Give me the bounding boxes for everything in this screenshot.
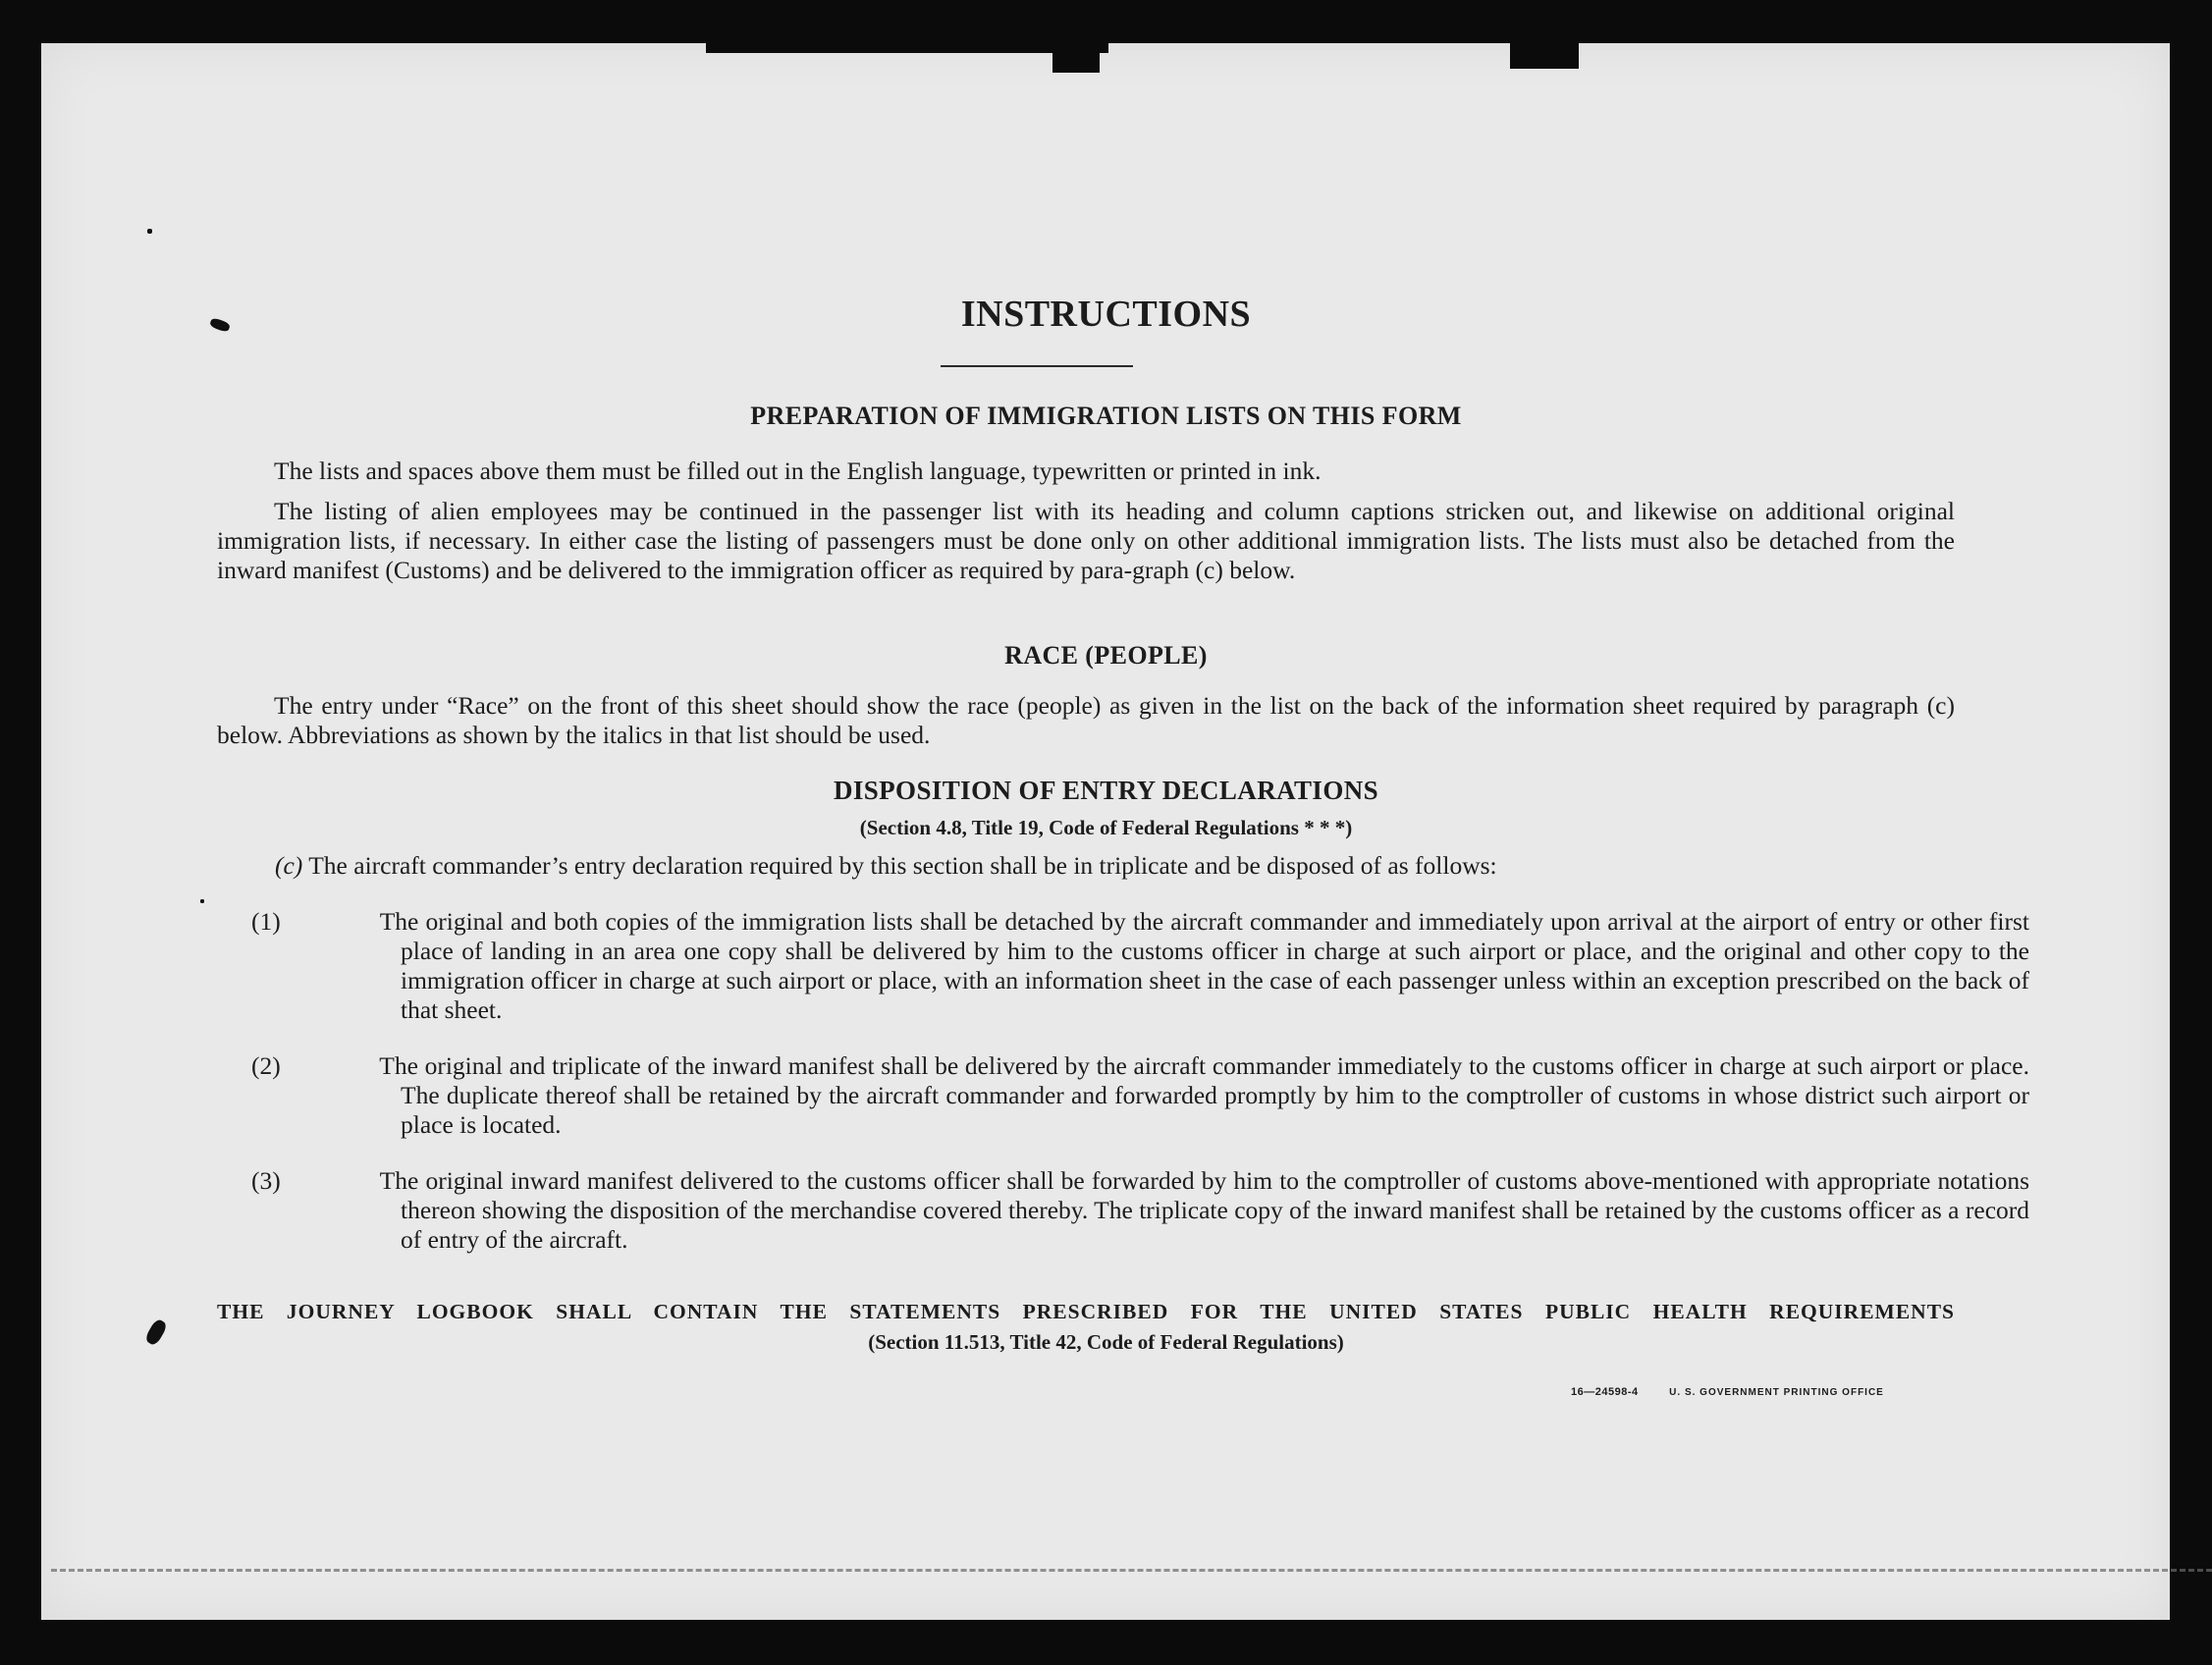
ink-mark xyxy=(200,899,204,903)
form-code: 16—24598-4 xyxy=(1571,1386,1639,1398)
list-item-text: The original and both copies of the immigration lists shall be detached by the aircraft commander and immediately upon arrival at the airport of entry or other first place of landing in an area one copy shall be delivered by him to the customs officer in charge at such airport or place, and the original and other copy to the immigration officer in charge at such airport or place, with an information sheet in the case of each passenger unless within an exception prescribed on the back of that sheet. xyxy=(379,907,2029,1024)
printer-name: U. S. GOVERNMENT PRINTING OFFICE xyxy=(1669,1387,1884,1398)
sheet-top-tear xyxy=(706,43,1108,53)
paragraph-c-intro xyxy=(275,851,1954,881)
section-citation-disposition: (Section 4.8, Title 19, Code of Federal Regulations * * *) xyxy=(859,816,1353,839)
paragraph-label: (c) xyxy=(275,851,303,880)
list-item-text: The original inward manifest delivered to the customs officer shall be forwarded by him to the comptroller of customs above-mentioned with appropriate notations thereon showing the disposition of the merchandise covered thereby. The triplicate copy of the inward manifest shall be retained by the customs officer as a record of entry of the aircraft. xyxy=(379,1166,2029,1254)
list-item xyxy=(251,907,2029,1025)
perforation-line xyxy=(51,1569,2212,1572)
health-requirements-statement: THE JOURNEY LOGBOOK SHALL CONTAIN THE STATEMENTS PRESCRIBED FOR THE UNITED STATES PUBLIC HEALTH REQUIREMENTS xyxy=(217,1300,1955,1323)
section-heading-race: RACE (PEOPLE) xyxy=(1004,641,1208,670)
health-requirements-citation: (Section 11.513, Title 42, Code of Federal Regulations) xyxy=(868,1330,1344,1354)
ink-mark xyxy=(147,229,152,234)
list-item xyxy=(251,1051,2029,1140)
paragraph-alien-employees: The listing of alien employees may be continued in the passenger list with its heading and column captions stricken out, and likewise on additional original immigration lists, if necessary. In either case the listing of passengers must be done only on other additional immigration lists. The lists must also be detached from the inward manifest (Customs) and be delivered to the immigration officer as required by para-graph (c) below. xyxy=(217,497,1955,584)
list-item-number: (1) xyxy=(251,907,281,936)
title-underline xyxy=(941,365,1133,367)
printing-office-imprint xyxy=(1571,1386,1884,1398)
list-item-text: The original and triplicate of the inward manifest shall be delivered by the aircraft commander immediately to the customs officer in charge at such airport or place. The duplicate thereof shall be retained by the aircraft commander and forwarded promptly by him to the comptroller of customs in whose district such airport or place is located. xyxy=(379,1051,2029,1139)
list-item-number: (3) xyxy=(251,1166,281,1195)
section-heading-disposition: DISPOSITION OF ENTRY DECLARATIONS xyxy=(833,776,1379,805)
section-heading-preparation: PREPARATION OF IMMIGRATION LISTS ON THIS FORM xyxy=(750,402,1462,430)
paragraph-race-entry: The entry under “Race” on the front of this sheet should show the race (people) as given in the list on the back of the information sheet required by paragraph (c) below. Abbreviations as shown by the italics in that list should be used. xyxy=(217,691,1955,749)
page-title: INSTRUCTIONS xyxy=(960,294,1252,335)
list-item xyxy=(251,1166,2029,1255)
list-item-number: (2) xyxy=(251,1051,281,1080)
sheet-top-tear xyxy=(1510,43,1579,69)
paragraph-text: The aircraft commander’s entry declaration required by this section shall be in triplicate and be disposed of as follows: xyxy=(308,851,1497,880)
sheet-top-tear xyxy=(1052,43,1100,73)
paragraph-lists-language: The lists and spaces above them must be filled out in the English language, typewritten or printed in ink. xyxy=(274,457,1322,485)
